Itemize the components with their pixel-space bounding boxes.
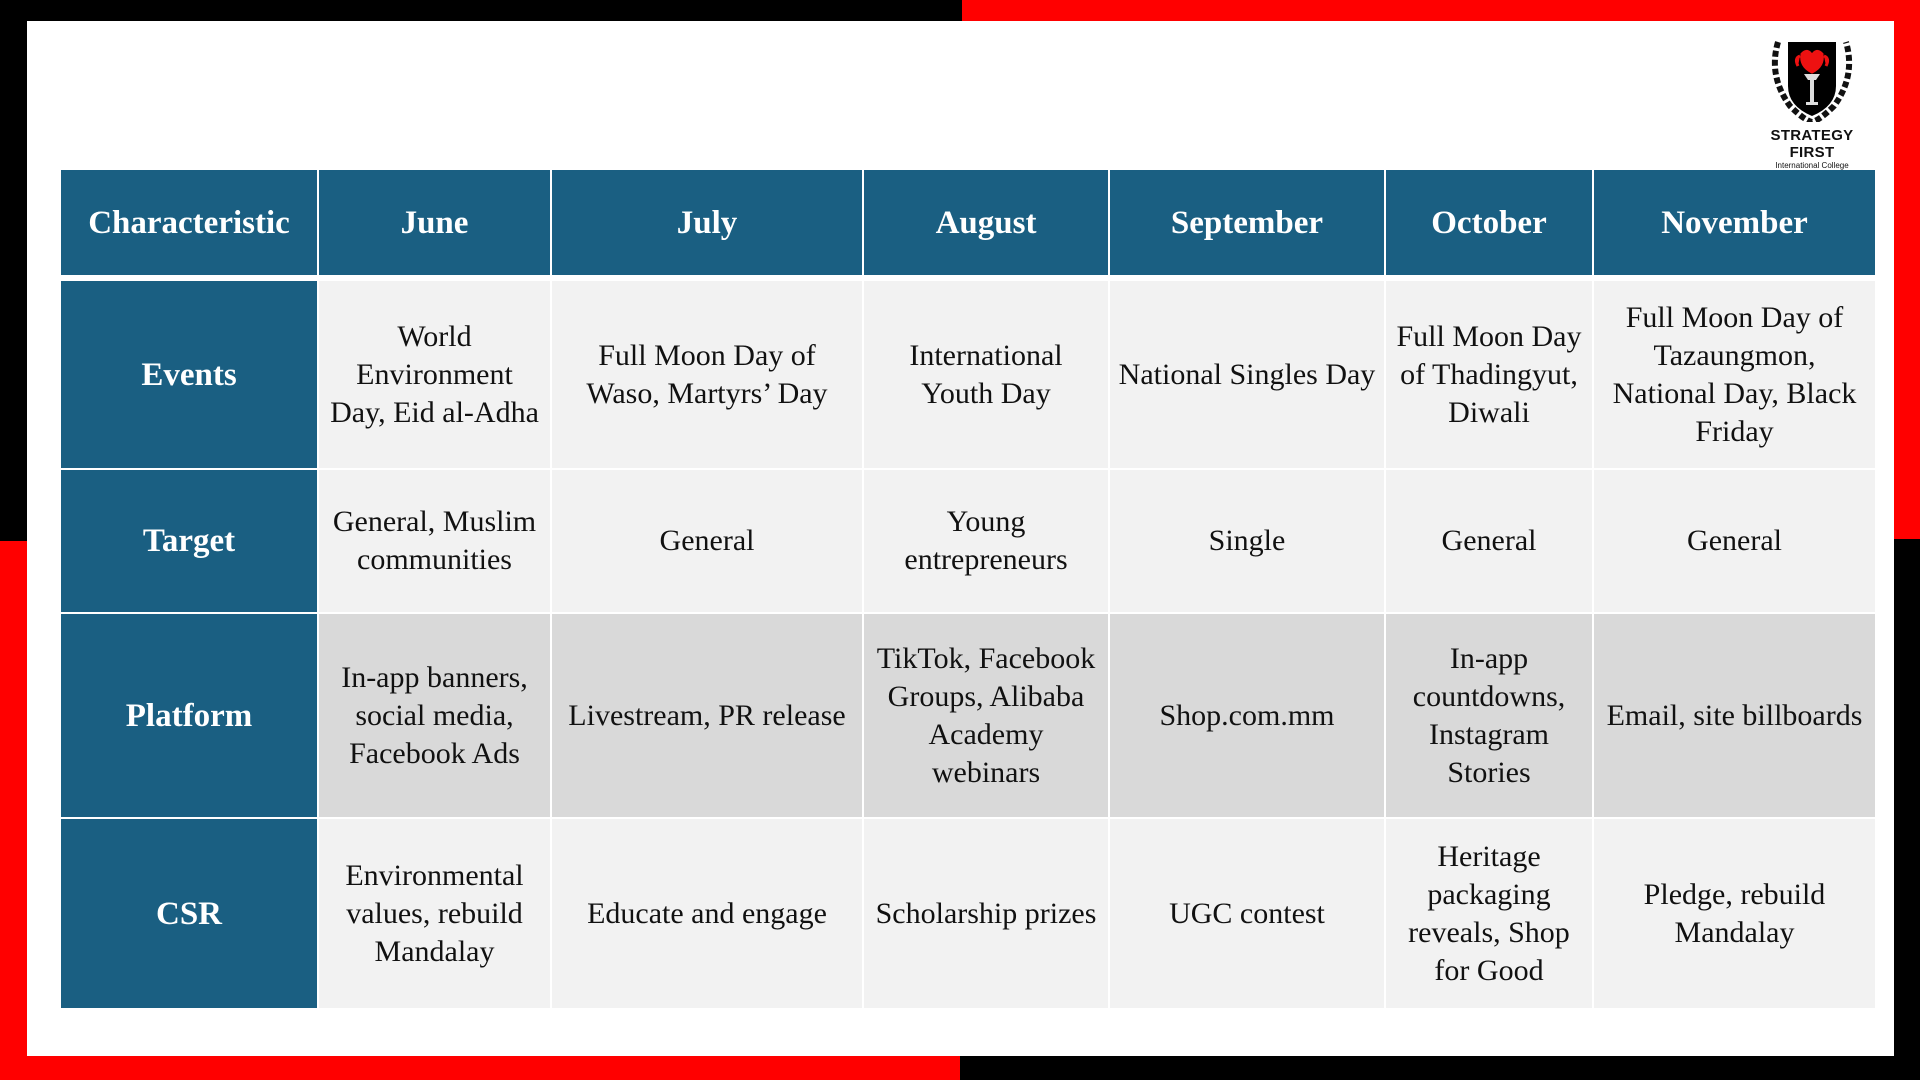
- table-cell: Educate and engage: [552, 819, 862, 1008]
- table-cell: Full Moon Day of Thadingyut, Diwali: [1386, 277, 1592, 468]
- table-cell: Pledge, rebuild Mandalay: [1594, 819, 1875, 1008]
- table-cell: Shop.com.mm: [1110, 614, 1384, 817]
- table-cell: Full Moon Day of Tazaungmon, National Day, Black Friday: [1594, 277, 1875, 468]
- crest-icon: [1764, 36, 1860, 122]
- table-cell: Environmental values, rebuild Mandalay: [319, 819, 550, 1008]
- frame-top-red: [962, 0, 1920, 21]
- table-cell: UGC contest: [1110, 819, 1384, 1008]
- table-cell: Scholarship prizes: [864, 819, 1108, 1008]
- header-october: October: [1386, 170, 1592, 275]
- frame-right-black: [1894, 539, 1920, 1080]
- table-cell: Livestream, PR release: [552, 614, 862, 817]
- frame-bottom-black: [960, 1056, 1920, 1080]
- table-cell: General: [1594, 470, 1875, 612]
- table-row-platform: [61, 614, 1875, 817]
- header-september: September: [1110, 170, 1384, 275]
- table-cell: Single: [1110, 470, 1384, 612]
- header-june: June: [319, 170, 550, 275]
- table-cell: Full Moon Day of Waso, Martyrs’ Day: [552, 277, 862, 468]
- table-row-events: [61, 277, 1875, 468]
- row-label: CSR: [61, 819, 317, 1008]
- frame-left-red: [0, 541, 27, 1080]
- logo-subtitle: International College: [1775, 161, 1849, 170]
- college-logo: [1752, 36, 1872, 170]
- row-label: Events: [61, 277, 317, 468]
- table-cell: In-app countdowns, Instagram Stories: [1386, 614, 1592, 817]
- table-cell: World Environment Day, Eid al-Adha: [319, 277, 550, 468]
- table-cell: In-app banners, social media, Facebook Ads: [319, 614, 550, 817]
- logo-name: STRATEGY FIRST: [1770, 127, 1854, 161]
- header-november: November: [1594, 170, 1875, 275]
- header-july: July: [552, 170, 862, 275]
- row-label: Platform: [61, 614, 317, 817]
- table-cell: National Singles Day: [1110, 277, 1384, 468]
- frame-top-black: [0, 0, 962, 21]
- table-cell: Email, site billboards: [1594, 614, 1875, 817]
- table-row-csr: [61, 819, 1875, 1008]
- table-cell: General, Muslim communities: [319, 470, 550, 612]
- frame-left-black: [0, 0, 27, 541]
- table-row-target: [61, 470, 1875, 612]
- table-cell: General: [552, 470, 862, 612]
- table-cell: Young entrepreneurs: [864, 470, 1108, 612]
- frame-bottom-red: [0, 1056, 960, 1080]
- frame-right-red: [1894, 0, 1920, 539]
- header-row: [61, 170, 1875, 275]
- header-characteristic: Characteristic: [61, 170, 317, 275]
- table-cell: International Youth Day: [864, 277, 1108, 468]
- table-cell: General: [1386, 470, 1592, 612]
- table-cell: TikTok, Facebook Groups, Alibaba Academy webinars: [864, 614, 1108, 817]
- row-label: Target: [61, 470, 317, 612]
- header-august: August: [864, 170, 1108, 275]
- campaign-calendar-table: [59, 168, 1877, 1010]
- table-cell: Heritage packaging reveals, Shop for Good: [1386, 819, 1592, 1008]
